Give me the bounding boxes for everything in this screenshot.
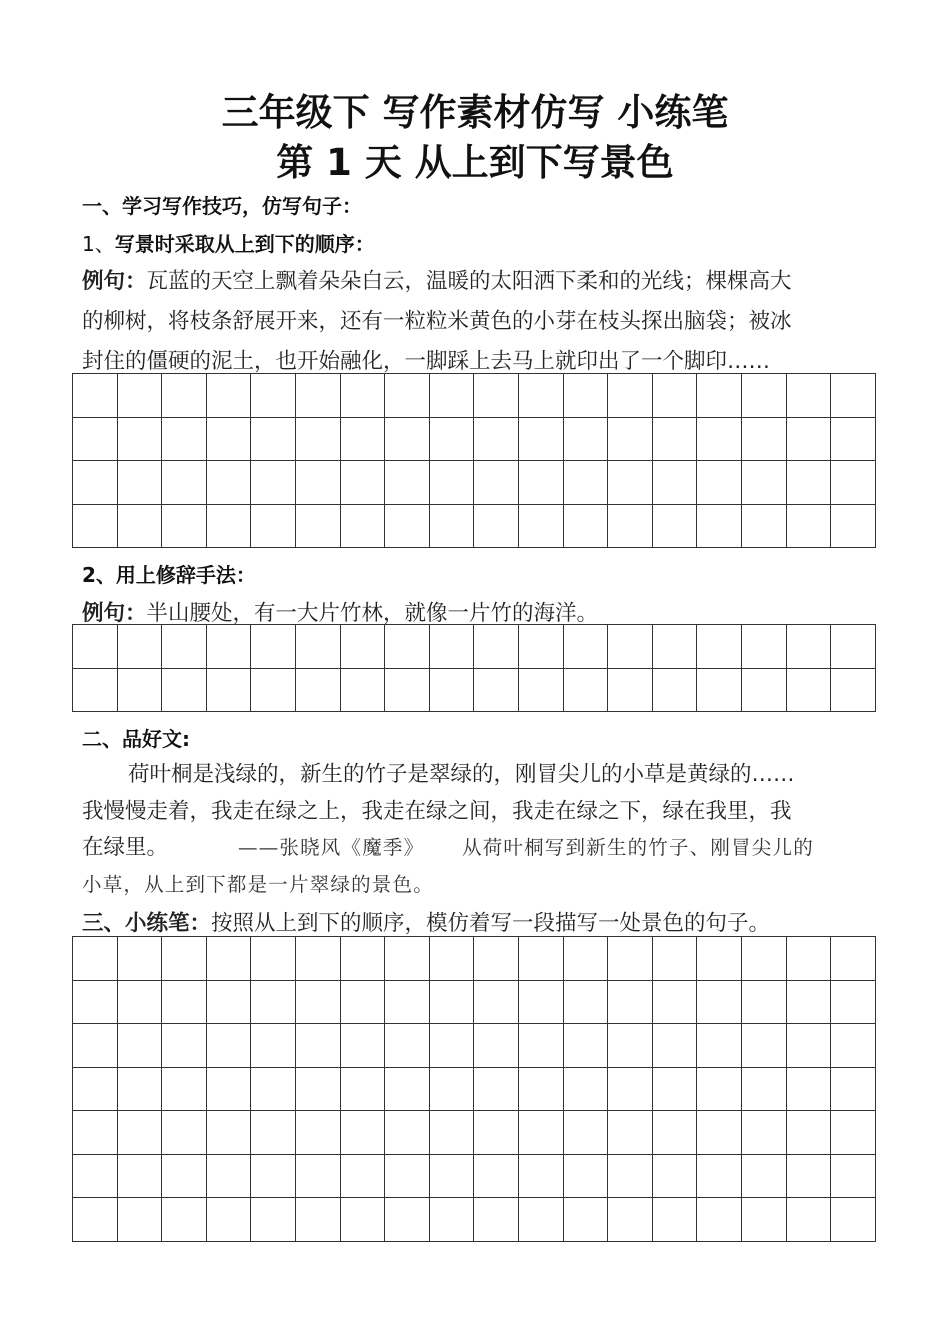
grid-cell[interactable] bbox=[295, 980, 340, 1024]
grid-row bbox=[73, 1154, 876, 1198]
grid-cell[interactable] bbox=[697, 1154, 742, 1198]
grid-cell[interactable] bbox=[608, 417, 653, 461]
item2-heading: 2、用上修辞手法： bbox=[82, 563, 256, 587]
grid-cell[interactable] bbox=[563, 625, 608, 669]
grid-cell[interactable] bbox=[162, 504, 207, 548]
grid-cell[interactable] bbox=[385, 1198, 430, 1242]
grid-cell[interactable] bbox=[741, 625, 786, 669]
grid-cell[interactable] bbox=[429, 1198, 474, 1242]
grid-cell[interactable] bbox=[831, 417, 876, 461]
grid-cell[interactable] bbox=[162, 1154, 207, 1198]
grid-cell[interactable] bbox=[608, 461, 653, 505]
grid-cell[interactable] bbox=[652, 1154, 697, 1198]
grid-cell[interactable] bbox=[73, 1154, 118, 1198]
grid-cell[interactable] bbox=[117, 1154, 162, 1198]
grid-cell[interactable] bbox=[295, 625, 340, 669]
grid-cell[interactable] bbox=[295, 668, 340, 712]
grid-cell[interactable] bbox=[652, 1111, 697, 1155]
grid-cell[interactable] bbox=[340, 668, 385, 712]
grid-cell[interactable] bbox=[429, 461, 474, 505]
grid-cell[interactable] bbox=[697, 1067, 742, 1111]
grid-cell[interactable] bbox=[162, 374, 207, 418]
grid-cell[interactable] bbox=[474, 1024, 519, 1068]
grid-cell[interactable] bbox=[474, 461, 519, 505]
grid-cell[interactable] bbox=[474, 980, 519, 1024]
grid-cell[interactable] bbox=[73, 504, 118, 548]
grid-cell[interactable] bbox=[831, 668, 876, 712]
grid-cell[interactable] bbox=[251, 980, 296, 1024]
grid-cell[interactable] bbox=[474, 668, 519, 712]
grid-cell[interactable] bbox=[206, 1111, 251, 1155]
section3-heading bbox=[82, 906, 770, 937]
grid-cell[interactable] bbox=[697, 1024, 742, 1068]
grid-cell[interactable] bbox=[340, 980, 385, 1024]
grid-cell[interactable] bbox=[786, 980, 831, 1024]
grid-cell[interactable] bbox=[117, 1024, 162, 1068]
item2-example: 例句：半山腰处，有一大片竹林，就像一片竹的海洋。 bbox=[82, 601, 599, 626]
grid-cell[interactable] bbox=[429, 417, 474, 461]
grid-cell[interactable] bbox=[786, 504, 831, 548]
item1-number: 1、 bbox=[82, 232, 115, 256]
grid-cell[interactable] bbox=[117, 1067, 162, 1111]
grid-cell[interactable] bbox=[162, 417, 207, 461]
grid-cell[interactable] bbox=[162, 461, 207, 505]
grid-cell[interactable] bbox=[385, 1024, 430, 1068]
grid-cell[interactable] bbox=[697, 625, 742, 669]
grid-cell[interactable] bbox=[652, 1198, 697, 1242]
grid-cell[interactable] bbox=[162, 980, 207, 1024]
grid-cell[interactable] bbox=[652, 374, 697, 418]
grid-cell[interactable] bbox=[162, 1198, 207, 1242]
section2-heading: 二、品好文: bbox=[82, 727, 190, 751]
grid-cell[interactable] bbox=[741, 1067, 786, 1111]
grid-cell[interactable] bbox=[429, 504, 474, 548]
page-subtitle: 第 1 天 从上到下写景色 bbox=[276, 141, 674, 184]
grid-cell[interactable] bbox=[251, 937, 296, 981]
item1-heading-text: 写景时采取从上到下的顺序： bbox=[114, 232, 375, 256]
grid-cell[interactable] bbox=[117, 625, 162, 669]
item1-example-line2: 的柳树，将枝条舒展开来，还有一粒粒米黄色的小芽在枝头探出脑袋；被冰 bbox=[82, 309, 792, 334]
grid-cell[interactable] bbox=[831, 374, 876, 418]
grid-cell[interactable] bbox=[340, 374, 385, 418]
grid-cell[interactable] bbox=[295, 461, 340, 505]
grid-cell[interactable] bbox=[608, 668, 653, 712]
grid-row bbox=[73, 625, 876, 669]
example-label: 例句： bbox=[82, 601, 147, 626]
grid-row bbox=[73, 980, 876, 1024]
grid-cell[interactable] bbox=[518, 1024, 563, 1068]
grid-cell[interactable] bbox=[206, 980, 251, 1024]
grid-cell[interactable] bbox=[608, 1024, 653, 1068]
grid-cell[interactable] bbox=[206, 1024, 251, 1068]
grid-cell[interactable] bbox=[474, 417, 519, 461]
grid-cell[interactable] bbox=[741, 980, 786, 1024]
grid-cell[interactable] bbox=[385, 1154, 430, 1198]
grid-cell[interactable] bbox=[73, 1198, 118, 1242]
grid-cell[interactable] bbox=[340, 1198, 385, 1242]
grid-row bbox=[73, 374, 876, 418]
grid-cell[interactable] bbox=[831, 1154, 876, 1198]
grid-cell[interactable] bbox=[608, 504, 653, 548]
grid-cell[interactable] bbox=[251, 1067, 296, 1111]
grid-cell[interactable] bbox=[474, 504, 519, 548]
item1-example-line1: 例句：瓦蓝的天空上飘着朵朵白云，温暖的太阳洒下柔和的光线；棵棵高大 bbox=[82, 269, 792, 294]
grid-cell[interactable] bbox=[741, 417, 786, 461]
grid-row bbox=[73, 1067, 876, 1111]
grid-cell[interactable] bbox=[73, 1111, 118, 1155]
grid-cell[interactable] bbox=[206, 625, 251, 669]
grid-cell[interactable] bbox=[741, 668, 786, 712]
grid-cell[interactable] bbox=[117, 980, 162, 1024]
grid-cell[interactable] bbox=[652, 1067, 697, 1111]
grid-cell[interactable] bbox=[385, 417, 430, 461]
grid-cell[interactable] bbox=[295, 417, 340, 461]
grid-cell[interactable] bbox=[117, 461, 162, 505]
passage-comment-part2: 小草，从上到下都是一片翠绿的景色。 bbox=[82, 873, 434, 896]
grid-cell[interactable] bbox=[563, 417, 608, 461]
grid-cell[interactable] bbox=[518, 668, 563, 712]
grid-cell[interactable] bbox=[206, 461, 251, 505]
grid-cell[interactable] bbox=[786, 668, 831, 712]
grid-cell[interactable] bbox=[162, 1111, 207, 1155]
grid-cell[interactable] bbox=[429, 1154, 474, 1198]
grid-cell[interactable] bbox=[251, 625, 296, 669]
grid-cell[interactable] bbox=[697, 461, 742, 505]
grid-cell[interactable] bbox=[786, 937, 831, 981]
grid-cell[interactable] bbox=[206, 1154, 251, 1198]
grid-cell[interactable] bbox=[563, 668, 608, 712]
grid-cell[interactable] bbox=[385, 937, 430, 981]
grid-cell[interactable] bbox=[385, 1067, 430, 1111]
grid-cell[interactable] bbox=[73, 980, 118, 1024]
grid-cell[interactable] bbox=[652, 1024, 697, 1068]
grid-cell[interactable] bbox=[251, 1024, 296, 1068]
grid-cell[interactable] bbox=[563, 1067, 608, 1111]
grid-cell[interactable] bbox=[741, 1024, 786, 1068]
grid-cell[interactable] bbox=[608, 1198, 653, 1242]
writing-grid-2[interactable] bbox=[72, 624, 876, 712]
grid-cell[interactable] bbox=[474, 937, 519, 981]
grid-cell[interactable] bbox=[518, 461, 563, 505]
grid-cell[interactable] bbox=[73, 461, 118, 505]
grid-cell[interactable] bbox=[474, 374, 519, 418]
grid-row bbox=[73, 1024, 876, 1068]
grid-cell[interactable] bbox=[117, 1111, 162, 1155]
grid-cell[interactable] bbox=[295, 1198, 340, 1242]
grid-cell[interactable] bbox=[786, 417, 831, 461]
grid-cell[interactable] bbox=[608, 1154, 653, 1198]
grid-cell[interactable] bbox=[831, 1111, 876, 1155]
grid-cell[interactable] bbox=[162, 1024, 207, 1068]
grid-cell[interactable] bbox=[429, 374, 474, 418]
passage-line2: 我慢慢走着，我走在绿之上，我走在绿之间，我走在绿之下，绿在我里，我 bbox=[82, 799, 792, 824]
grid-cell[interactable] bbox=[652, 980, 697, 1024]
grid-cell[interactable] bbox=[385, 668, 430, 712]
grid-cell[interactable] bbox=[206, 1198, 251, 1242]
grid-cell[interactable] bbox=[206, 504, 251, 548]
grid-cell[interactable] bbox=[741, 1198, 786, 1242]
grid-cell[interactable] bbox=[563, 374, 608, 418]
grid-cell[interactable] bbox=[73, 1067, 118, 1111]
grid-cell[interactable] bbox=[295, 1111, 340, 1155]
grid-cell[interactable] bbox=[608, 1067, 653, 1111]
grid-cell[interactable] bbox=[518, 1198, 563, 1242]
grid-cell[interactable] bbox=[474, 1067, 519, 1111]
grid-cell[interactable] bbox=[697, 417, 742, 461]
writing-grid-3[interactable] bbox=[72, 936, 876, 1242]
grid-cell[interactable] bbox=[251, 417, 296, 461]
grid-cell[interactable] bbox=[652, 504, 697, 548]
grid-cell[interactable] bbox=[206, 668, 251, 712]
grid-cell[interactable] bbox=[340, 625, 385, 669]
section3-label: 三、小练笔： bbox=[82, 911, 212, 936]
grid-cell[interactable] bbox=[340, 417, 385, 461]
grid-cell[interactable] bbox=[340, 504, 385, 548]
grid-cell[interactable] bbox=[786, 1111, 831, 1155]
grid-cell[interactable] bbox=[652, 417, 697, 461]
grid-row bbox=[73, 668, 876, 712]
grid-cell[interactable] bbox=[295, 374, 340, 418]
grid-cell[interactable] bbox=[563, 980, 608, 1024]
grid-cell[interactable] bbox=[608, 625, 653, 669]
grid-cell[interactable] bbox=[697, 980, 742, 1024]
passage-line1: 荷叶桐是浅绿的，新生的竹子是翠绿的，刚冒尖儿的小草是黄绿的…… bbox=[128, 762, 795, 787]
grid-cell[interactable] bbox=[117, 504, 162, 548]
grid-cell[interactable] bbox=[117, 668, 162, 712]
grid-cell[interactable] bbox=[474, 625, 519, 669]
grid-cell[interactable] bbox=[206, 937, 251, 981]
grid-cell[interactable] bbox=[741, 504, 786, 548]
grid-cell[interactable] bbox=[786, 461, 831, 505]
grid-cell[interactable] bbox=[117, 417, 162, 461]
grid-cell[interactable] bbox=[741, 461, 786, 505]
grid-cell[interactable] bbox=[117, 937, 162, 981]
grid-cell[interactable] bbox=[831, 625, 876, 669]
grid-cell[interactable] bbox=[385, 374, 430, 418]
grid-cell[interactable] bbox=[251, 1198, 296, 1242]
grid-cell[interactable] bbox=[340, 937, 385, 981]
grid-cell[interactable] bbox=[429, 1024, 474, 1068]
writing-grid-1[interactable] bbox=[72, 373, 876, 548]
section1-heading: 一、学习写作技巧，仿写句子： bbox=[82, 194, 362, 218]
grid-cell[interactable] bbox=[563, 1024, 608, 1068]
grid-cell[interactable] bbox=[563, 1154, 608, 1198]
grid-cell[interactable] bbox=[162, 1067, 207, 1111]
grid-cell[interactable] bbox=[563, 937, 608, 981]
grid-cell[interactable] bbox=[652, 668, 697, 712]
grid-cell[interactable] bbox=[741, 937, 786, 981]
grid-cell[interactable] bbox=[429, 1067, 474, 1111]
grid-cell[interactable] bbox=[831, 1024, 876, 1068]
grid-row bbox=[73, 417, 876, 461]
grid-cell[interactable] bbox=[518, 625, 563, 669]
grid-cell[interactable] bbox=[474, 1111, 519, 1155]
item1-heading bbox=[82, 228, 375, 257]
passage-comment-part1: 从荷叶桐写到新生的竹子、刚冒尖儿的 bbox=[462, 836, 814, 859]
grid-row bbox=[73, 1111, 876, 1155]
grid-cell[interactable] bbox=[385, 980, 430, 1024]
grid-cell[interactable] bbox=[251, 461, 296, 505]
grid-cell[interactable] bbox=[162, 668, 207, 712]
grid-cell[interactable] bbox=[786, 1067, 831, 1111]
grid-cell[interactable] bbox=[652, 937, 697, 981]
grid-cell[interactable] bbox=[831, 980, 876, 1024]
example-label: 例句： bbox=[82, 269, 147, 294]
grid-cell[interactable] bbox=[385, 461, 430, 505]
grid-cell[interactable] bbox=[295, 1024, 340, 1068]
grid-cell[interactable] bbox=[251, 668, 296, 712]
grid-cell[interactable] bbox=[385, 625, 430, 669]
grid-cell[interactable] bbox=[474, 1198, 519, 1242]
grid-cell[interactable] bbox=[831, 1198, 876, 1242]
grid-cell[interactable] bbox=[786, 1198, 831, 1242]
grid-cell[interactable] bbox=[831, 504, 876, 548]
grid-cell[interactable] bbox=[697, 1111, 742, 1155]
grid-cell[interactable] bbox=[518, 374, 563, 418]
passage-attribution: ——张晓风《魔季》 bbox=[238, 836, 425, 859]
grid-cell[interactable] bbox=[786, 1154, 831, 1198]
section3-instruction: 按照从上到下的顺序，模仿着写一段描写一处景色的句子。 bbox=[211, 911, 771, 936]
grid-cell[interactable] bbox=[385, 504, 430, 548]
grid-cell[interactable] bbox=[340, 1024, 385, 1068]
grid-cell[interactable] bbox=[697, 937, 742, 981]
grid-cell[interactable] bbox=[518, 1154, 563, 1198]
grid-row bbox=[73, 937, 876, 981]
grid-cell[interactable] bbox=[831, 1067, 876, 1111]
grid-cell[interactable] bbox=[786, 1024, 831, 1068]
grid-cell[interactable] bbox=[518, 417, 563, 461]
grid-cell[interactable] bbox=[563, 1111, 608, 1155]
grid-cell[interactable] bbox=[73, 625, 118, 669]
grid-cell[interactable] bbox=[563, 1198, 608, 1242]
grid-cell[interactable] bbox=[652, 625, 697, 669]
item1-example-line3: 封住的僵硬的泥土，也开始融化，一脚踩上去马上就印出了一个脚印…… bbox=[82, 349, 771, 374]
grid-cell[interactable] bbox=[697, 504, 742, 548]
grid-cell[interactable] bbox=[73, 1024, 118, 1068]
grid-cell[interactable] bbox=[474, 1154, 519, 1198]
grid-cell[interactable] bbox=[563, 461, 608, 505]
grid-cell[interactable] bbox=[563, 504, 608, 548]
grid-cell[interactable] bbox=[697, 374, 742, 418]
grid-cell[interactable] bbox=[429, 668, 474, 712]
grid-cell[interactable] bbox=[206, 374, 251, 418]
grid-cell[interactable] bbox=[73, 937, 118, 981]
grid-cell[interactable] bbox=[251, 504, 296, 548]
grid-cell[interactable] bbox=[518, 1067, 563, 1111]
grid-cell[interactable] bbox=[340, 1154, 385, 1198]
grid-cell[interactable] bbox=[429, 937, 474, 981]
grid-cell[interactable] bbox=[340, 1111, 385, 1155]
grid-cell[interactable] bbox=[741, 1154, 786, 1198]
grid-cell[interactable] bbox=[518, 1111, 563, 1155]
grid-cell[interactable] bbox=[608, 1111, 653, 1155]
grid-row bbox=[73, 1198, 876, 1242]
grid-cell[interactable] bbox=[73, 417, 118, 461]
grid-cell[interactable] bbox=[518, 504, 563, 548]
grid-cell[interactable] bbox=[295, 937, 340, 981]
grid-cell[interactable] bbox=[786, 374, 831, 418]
grid-row bbox=[73, 504, 876, 548]
grid-cell[interactable] bbox=[518, 980, 563, 1024]
page-title: 三年级下 写作素材仿写 小练笔 bbox=[221, 91, 729, 134]
grid-cell[interactable] bbox=[518, 937, 563, 981]
grid-cell[interactable] bbox=[73, 668, 118, 712]
grid-cell[interactable] bbox=[162, 625, 207, 669]
passage-line3: 在绿里。 bbox=[82, 835, 169, 860]
grid-cell[interactable] bbox=[429, 1111, 474, 1155]
grid-cell[interactable] bbox=[295, 1154, 340, 1198]
grid-row bbox=[73, 461, 876, 505]
grid-cell[interactable] bbox=[73, 374, 118, 418]
grid-cell[interactable] bbox=[741, 374, 786, 418]
grid-cell[interactable] bbox=[340, 461, 385, 505]
grid-cell[interactable] bbox=[608, 374, 653, 418]
grid-cell[interactable] bbox=[251, 374, 296, 418]
grid-cell[interactable] bbox=[608, 980, 653, 1024]
grid-cell[interactable] bbox=[697, 668, 742, 712]
grid-cell[interactable] bbox=[340, 1067, 385, 1111]
grid-cell[interactable] bbox=[429, 625, 474, 669]
grid-cell[interactable] bbox=[251, 1111, 296, 1155]
grid-cell[interactable] bbox=[206, 417, 251, 461]
grid-cell[interactable] bbox=[831, 461, 876, 505]
grid-cell[interactable] bbox=[697, 1198, 742, 1242]
grid-cell[interactable] bbox=[117, 374, 162, 418]
grid-cell[interactable] bbox=[295, 1067, 340, 1111]
grid-cell[interactable] bbox=[741, 1111, 786, 1155]
grid-cell[interactable] bbox=[786, 625, 831, 669]
grid-cell[interactable] bbox=[117, 1198, 162, 1242]
grid-cell[interactable] bbox=[429, 980, 474, 1024]
grid-cell[interactable] bbox=[206, 1067, 251, 1111]
grid-cell[interactable] bbox=[251, 1154, 296, 1198]
grid-cell[interactable] bbox=[652, 461, 697, 505]
grid-cell[interactable] bbox=[385, 1111, 430, 1155]
grid-cell[interactable] bbox=[831, 937, 876, 981]
grid-cell[interactable] bbox=[295, 504, 340, 548]
grid-cell[interactable] bbox=[608, 937, 653, 981]
grid-cell[interactable] bbox=[162, 937, 207, 981]
